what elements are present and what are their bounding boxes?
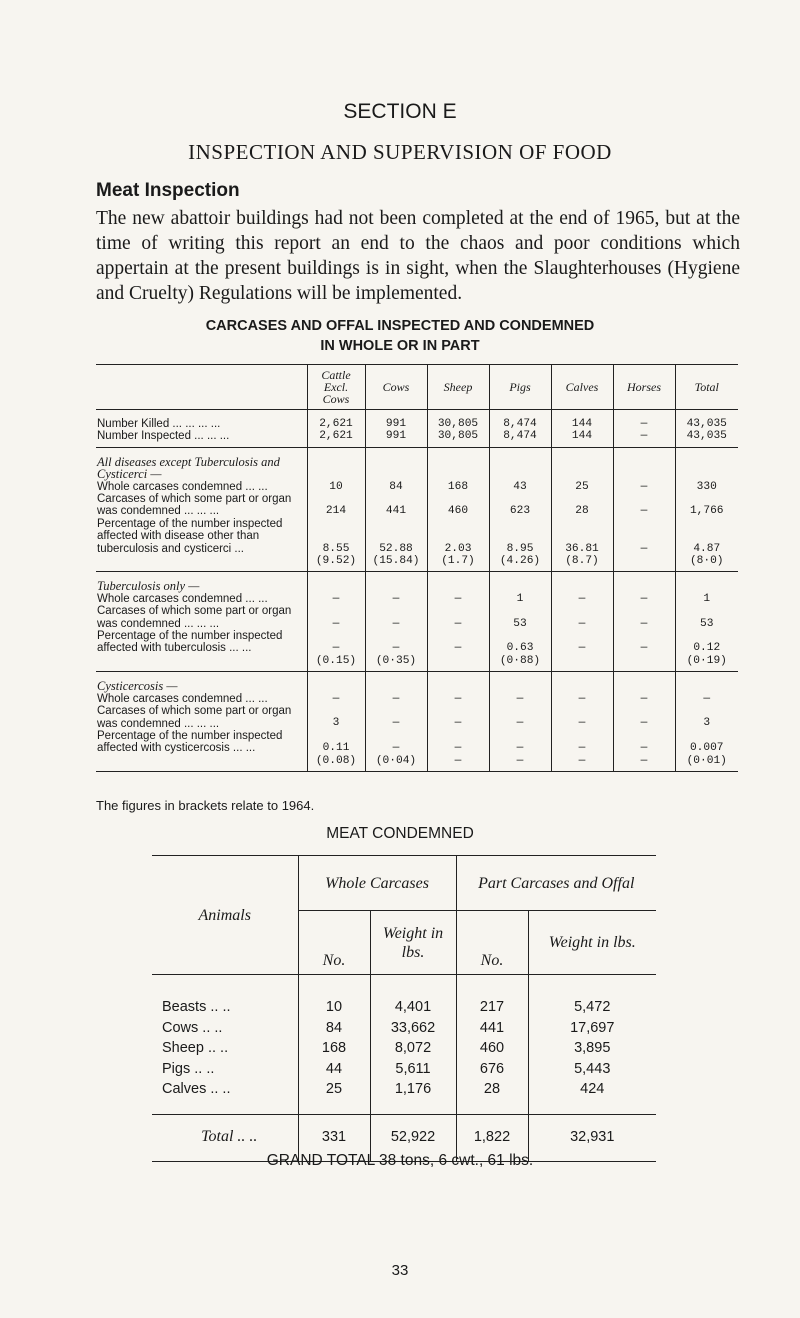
value: 10 [329, 480, 343, 493]
part-weight: 17,697 [528, 1018, 656, 1039]
row-label: Percentage of the number inspected [97, 517, 283, 530]
cell-sheep-tuberculosis [427, 572, 489, 672]
value: — [392, 617, 400, 630]
value [309, 518, 364, 530]
value [615, 555, 674, 567]
table2-header-wc-no: No. [298, 911, 370, 975]
carcases-table [96, 364, 738, 772]
value: 330 [696, 480, 717, 493]
whole-no: 44 [298, 1059, 370, 1080]
table1-cysticercosis-labels [96, 672, 307, 772]
cell-pigs-cysticercosis [489, 672, 551, 772]
value: — [392, 642, 400, 655]
page-subtitle: INSPECTION AND SUPERVISION OF FOOD [188, 140, 612, 164]
animal-name: Cows .. .. [162, 1019, 223, 1036]
whole-no: 10 [298, 997, 370, 1018]
cell-horses-tuberculosis [613, 572, 675, 672]
cell-horses-cysticercosis [613, 672, 675, 772]
value [367, 518, 426, 530]
value: — [640, 754, 648, 767]
value: — [454, 742, 462, 755]
part-no: 676 [456, 1059, 528, 1080]
value [615, 493, 674, 505]
value [491, 518, 550, 530]
value: 4.87 [693, 542, 721, 555]
value [615, 605, 674, 617]
value: 52.88 [379, 542, 413, 555]
table1-header-blank [96, 365, 307, 410]
value: — [516, 692, 524, 705]
value: — [640, 505, 648, 518]
total-whole-no: 331 [298, 1114, 370, 1161]
part-no: 28 [456, 1079, 528, 1100]
table1-header-sheep: Sheep [427, 365, 489, 410]
cell-cattle-all-diseases [307, 447, 365, 572]
intro-paragraph: The new abattoir buildings had not been completed at the end of 1965, but at the time of writing this report an end to the chaos and poor conditions which appertain at the present buildings is in sight, when the Slaughterhouses (Hygiene and Cruelty) Regulations will be implemented. [96, 208, 740, 304]
value: — [332, 617, 340, 630]
value [677, 530, 738, 542]
value [677, 730, 738, 742]
value [553, 730, 612, 742]
cell-total-tuberculosis [675, 572, 738, 672]
value: 3 [703, 717, 711, 730]
table2-header-wc-weight: Weight in lbs. [370, 911, 456, 975]
part-no: 460 [456, 1038, 528, 1059]
part-no: 217 [456, 997, 528, 1018]
row-label [97, 755, 306, 767]
value: 214 [325, 505, 347, 518]
cell-horses-numbers: — — [613, 410, 675, 448]
cell-cows-all-diseases [365, 447, 427, 572]
whole-weight: 8,072 [370, 1038, 456, 1059]
value: — [392, 742, 400, 755]
value: 0.63 [506, 642, 534, 655]
cell-total-cysticercosis [675, 672, 738, 772]
value [615, 655, 674, 667]
group-heading: All diseases except Tuberculosis and Cysticerci — [97, 454, 280, 482]
cell-calves-all-diseases [551, 447, 613, 572]
value: — [332, 692, 340, 705]
value [615, 530, 674, 542]
row-label: affected with disease other than [97, 530, 260, 543]
value [553, 655, 612, 667]
value: — [516, 742, 524, 755]
total-whole-weight: 52,922 [370, 1114, 456, 1161]
value: 0.11 [322, 742, 350, 755]
value [367, 605, 426, 617]
table1-header-horses: Horses [613, 365, 675, 410]
meat-inspection-heading: Meat Inspection [96, 180, 240, 201]
cell-calves-numbers: 144 144 [551, 410, 613, 448]
value: 36.81 [565, 542, 599, 555]
value [677, 630, 738, 642]
value [615, 518, 674, 530]
value: 53 [700, 617, 714, 630]
value: — [578, 592, 586, 605]
value [491, 730, 550, 742]
value [553, 630, 612, 642]
value: — [578, 717, 586, 730]
cell-cattle-tuberculosis [307, 572, 365, 672]
value [429, 705, 488, 717]
animal-name: Calves .. .. [162, 1081, 231, 1097]
value [429, 655, 488, 667]
table1-title-line1: CARCASES AND OFFAL INSPECTED AND CONDEMNED [205, 318, 595, 334]
table-row [152, 1038, 656, 1059]
section-title: SECTION E [343, 100, 457, 123]
cell-pigs-tuberculosis [489, 572, 551, 672]
row-label: Percentage of the number inspected [97, 630, 283, 643]
value: (9.52) [315, 554, 357, 567]
part-weight: 5,472 [528, 997, 656, 1018]
value: — [578, 754, 586, 767]
value [491, 630, 550, 642]
value: — [703, 692, 711, 705]
cell-horses-all-diseases [613, 447, 675, 572]
value: — [516, 717, 524, 730]
group-heading: Cysticercosis — [97, 679, 178, 694]
table1-group-tuberculosis [96, 572, 738, 672]
value: 1 [703, 592, 711, 605]
row-label-number-inspected: Number Inspected ... ... ... [97, 430, 230, 443]
cell-cows-tuberculosis [365, 572, 427, 672]
row-label: Percentage of the number inspected [97, 729, 283, 742]
cell-total-numbers: 43,035 43,035 [675, 410, 738, 448]
table1-header-pigs: Pigs [489, 365, 551, 410]
value [429, 493, 488, 505]
value: 460 [447, 505, 469, 518]
table1-tuberculosis-labels [96, 572, 307, 672]
row-label: Carcases of which some part or organ [97, 605, 292, 618]
cell-calves-tuberculosis [551, 572, 613, 672]
row-label: affected with tuberculosis ... ... [97, 642, 252, 655]
group-heading: Tuberculosis only — [97, 579, 200, 594]
value: 441 [385, 505, 407, 518]
whole-weight: 4,401 [370, 997, 456, 1018]
value [677, 705, 738, 717]
page-number: 33 [391, 1262, 409, 1279]
value: — [640, 692, 648, 705]
table2-title: MEAT CONDEMNED [326, 825, 474, 842]
table-row [152, 1059, 656, 1080]
value: — [640, 617, 648, 630]
whole-no: 25 [298, 1079, 370, 1100]
value [429, 730, 488, 742]
cell-sheep-all-diseases [427, 447, 489, 572]
value: 0.007 [689, 742, 724, 755]
value: 623 [509, 505, 531, 518]
value [553, 705, 612, 717]
value [309, 630, 364, 642]
value: — [640, 542, 648, 555]
value: — [454, 642, 462, 655]
row-label: Whole carcases condemned ... ... [97, 692, 268, 705]
value [615, 730, 674, 742]
value: 1 [516, 592, 524, 605]
table1-title-line2: IN WHOLE OR IN PART [320, 338, 480, 354]
value: — [392, 592, 400, 605]
value: (0·35) [375, 654, 417, 667]
value [309, 605, 364, 617]
value: — [454, 754, 462, 767]
value: 43 [513, 480, 527, 493]
table1-group-all-diseases [96, 447, 738, 572]
row-label: tuberculosis and cysticerci ... [97, 542, 245, 555]
cell-sheep-numbers: 30,805 30,805 [427, 410, 489, 448]
value: 168 [447, 480, 469, 493]
table1-header-total: Total [675, 365, 738, 410]
animal-name: Pigs .. .. [162, 1060, 215, 1077]
value [491, 493, 550, 505]
table2-header-pc-weight: Weight in lbs. [528, 911, 656, 975]
table-row [152, 1018, 656, 1039]
value [367, 730, 426, 742]
part-weight: 424 [528, 1079, 656, 1100]
value [553, 530, 612, 542]
total-label: Total .. .. [201, 1128, 258, 1146]
value [429, 518, 488, 530]
cell-sheep-cysticercosis [427, 672, 489, 772]
table-row [152, 1079, 656, 1100]
value: 28 [575, 505, 589, 518]
whole-no: 84 [298, 1018, 370, 1039]
value: 3 [332, 717, 340, 730]
value [367, 530, 426, 542]
value: — [640, 642, 648, 655]
meat-condemned-table [152, 855, 656, 1162]
total-part-no: 1,822 [456, 1114, 528, 1161]
table1-all-diseases-labels [96, 447, 307, 572]
value [553, 605, 612, 617]
cell-total-all-diseases [675, 447, 738, 572]
table1-title [0, 316, 800, 356]
cell-cattle-cysticercosis [307, 672, 365, 772]
value: — [578, 692, 586, 705]
row-label: was condemned ... ... ... [97, 617, 220, 630]
value [309, 493, 364, 505]
whole-weight: 5,611 [370, 1059, 456, 1080]
table1-body [96, 410, 738, 772]
value: 8.55 [322, 542, 350, 555]
value [309, 530, 364, 542]
row-label [97, 655, 306, 667]
value [429, 530, 488, 542]
value: — [332, 642, 340, 655]
row-label: affected with cysticercosis ... ... [97, 742, 256, 755]
whole-no: 168 [298, 1038, 370, 1059]
row-label: Carcases of which some part or organ [97, 493, 292, 506]
value: 2.03 [444, 542, 472, 555]
value [553, 493, 612, 505]
value: (0·88) [499, 654, 541, 667]
value: (0.08) [315, 754, 357, 767]
value: — [578, 617, 586, 630]
value: (0·19) [686, 654, 727, 667]
value: (0·04) [375, 754, 417, 767]
value: — [454, 692, 462, 705]
table1-header-calves: Calves [551, 365, 613, 410]
value: 84 [389, 480, 403, 493]
value [491, 530, 550, 542]
whole-weight: 1,176 [370, 1079, 456, 1100]
value: 8.95 [506, 542, 534, 555]
row-label: Carcases of which some part or organ [97, 705, 292, 718]
table2-spacer [152, 975, 656, 998]
row-label: was condemned ... ... ... [97, 717, 220, 730]
value: — [578, 642, 586, 655]
value [553, 518, 612, 530]
part-weight: 5,443 [528, 1059, 656, 1080]
value: 0.12 [693, 642, 721, 655]
value: (8.7) [565, 554, 599, 567]
value: — [392, 692, 400, 705]
value: (0·01) [686, 754, 727, 767]
value: — [640, 592, 648, 605]
cell-calves-cysticercosis [551, 672, 613, 772]
value [677, 518, 738, 530]
row-label: Whole carcases condemned ... ... [97, 592, 268, 605]
table2-header-animals: Animals [152, 856, 298, 975]
table1-numbers-labels [96, 410, 307, 448]
value: — [640, 742, 648, 755]
value [429, 605, 488, 617]
total-part-weight: 32,931 [528, 1114, 656, 1161]
row-label [97, 555, 306, 567]
value: — [454, 592, 462, 605]
value: — [640, 717, 648, 730]
cell-cows-numbers: 991 991 [365, 410, 427, 448]
cell-pigs-numbers: 8,474 8,474 [489, 410, 551, 448]
table1-header-row [96, 365, 738, 410]
table1-header-cows: Cows [365, 365, 427, 410]
row-label: was condemned ... ... ... [97, 505, 220, 518]
value: (1.7) [441, 554, 475, 567]
value [367, 630, 426, 642]
value [677, 493, 738, 505]
table2-spacer [152, 1100, 656, 1115]
cell-cows-cysticercosis [365, 672, 427, 772]
grand-total: GRAND TOTAL 38 tons, 6 cwt., 61 lbs. [266, 1152, 534, 1169]
value: (15.84) [372, 554, 420, 567]
part-weight: 3,895 [528, 1038, 656, 1059]
whole-weight: 33,662 [370, 1018, 456, 1039]
value [491, 705, 550, 717]
value: — [392, 717, 400, 730]
value: 53 [513, 617, 527, 630]
value: (4.26) [499, 554, 541, 567]
table2-header-pc-no: No. [456, 911, 528, 975]
animal-name: Sheep .. .. [162, 1040, 229, 1056]
animal-name: Beasts .. .. [162, 999, 231, 1015]
cell-pigs-all-diseases [489, 447, 551, 572]
value: 1,766 [689, 505, 724, 518]
table2-header-whole: Whole Carcases [298, 856, 456, 911]
value: 25 [575, 480, 589, 493]
part-no: 441 [456, 1018, 528, 1039]
value: — [640, 480, 648, 493]
value: — [454, 617, 462, 630]
value: (8·0) [689, 554, 724, 567]
value [429, 630, 488, 642]
value: — [578, 742, 586, 755]
table-row [152, 997, 656, 1018]
value [677, 605, 738, 617]
value [491, 605, 550, 617]
table2-header-row1 [152, 856, 656, 911]
value [309, 730, 364, 742]
value: — [454, 717, 462, 730]
cell-cattle-numbers: 2,621 2,621 [307, 410, 365, 448]
table2-header-part: Part Carcases and Offal [456, 856, 656, 911]
value [309, 705, 364, 717]
table1-header-cattle: Cattle Excl. Cows [307, 365, 365, 410]
value: — [516, 754, 524, 767]
table2-body [152, 975, 656, 1162]
row-label-number-killed: Number Killed ... ... ... ... [97, 418, 221, 430]
value [367, 705, 426, 717]
table1-group-numbers [96, 410, 738, 448]
value: (0.15) [315, 654, 357, 667]
value [615, 705, 674, 717]
table1-footnote: The figures in brackets relate to 1964. [96, 798, 315, 813]
value [367, 493, 426, 505]
row-label: Whole carcases condemned ... ... [97, 480, 268, 493]
value: — [332, 592, 340, 605]
value [615, 630, 674, 642]
table1-group-cysticercosis [96, 672, 738, 772]
